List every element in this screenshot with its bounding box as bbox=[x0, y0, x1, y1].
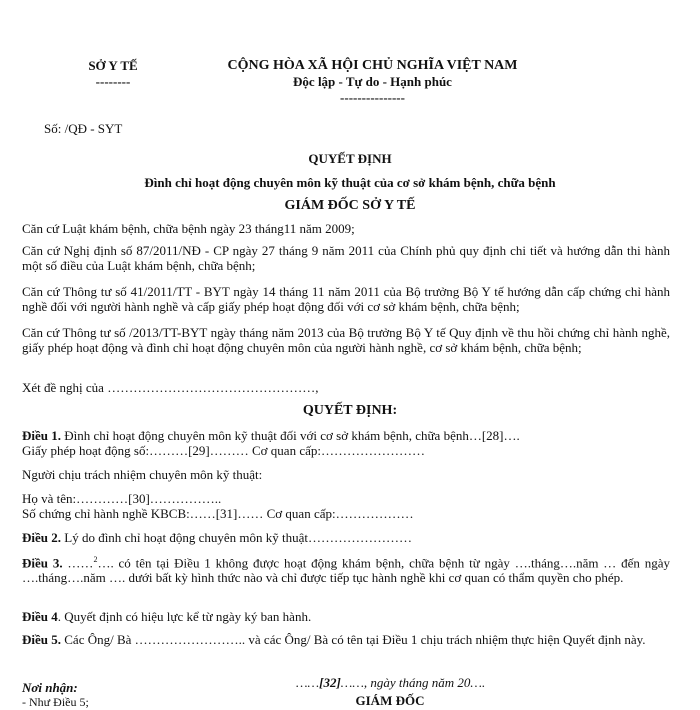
legal-basis-4: Căn cứ Thông tư số /2013/TT-BYT ngày tháng năm 2013 của Bộ trưởng Bộ Y tế Quy định về thu hồi chứng chỉ hành nghề, giấy phép hoạt động và đình chỉ hoạt động chuyên môn của người hành nghề, cơ sở khám bệnh, chữa bệnh; bbox=[22, 325, 670, 355]
article-2: Điều 2. Lý do đình chỉ hoạt động chuyên môn kỹ thuật…………………… bbox=[22, 530, 412, 545]
article-1: Điều 1. Đình chỉ hoạt động chuyên môn kỹ thuật đối với cơ sở khám bệnh, chữa bệnh…[28]…. bbox=[22, 428, 520, 443]
legal-basis-1: Căn cứ Luật khám bệnh, chữa bệnh ngày 23 tháng11 năm 2009; bbox=[22, 221, 355, 236]
signer-title: GIÁM ĐỐC bbox=[355, 693, 425, 708]
document-subject: Đình chỉ hoạt động chuyên môn kỹ thuật của cơ sở khám bệnh, chữa bệnh bbox=[144, 175, 556, 190]
legal-basis-2: Căn cứ Nghị định số 87/2011/NĐ - CP ngày 27 tháng 9 năm 2011 của Chính phủ quy định chi tiết và hướng dẫn thi hành một số điều của Luật khám bệnh, chữa bệnh; bbox=[22, 243, 670, 273]
license-line: Giấy phép hoạt động số:………[29]……… Cơ quan cấp:…………………… bbox=[22, 443, 425, 458]
issuing-authority: GIÁM ĐỐC SỞ Y TẾ bbox=[284, 198, 416, 213]
country-name: CỘNG HÒA XÃ HỘI CHỦ NGHĨA VIỆT NAM bbox=[227, 58, 518, 73]
motto-rule: --------------- bbox=[340, 90, 405, 105]
agency-rule: -------- bbox=[95, 74, 131, 89]
article-4: Điều 4. Quyết định có hiệu lực kể từ ngày ký ban hành. bbox=[22, 609, 312, 624]
document-type-title: QUYẾT ĐỊNH bbox=[308, 151, 392, 166]
recipients-label: Nơi nhận: bbox=[22, 680, 78, 695]
article-3: Điều 3. ……$^2$…. có tên tại Điều 1 không được hoạt động khám bệnh, chữa bệnh từ ngày ….tháng….năm … đến ngày ….tháng….năm …. dưới bất kỳ hình thức nào và chỉ được tiếp tục hành nghề khi cơ quan có thẩm quyền cho phép. bbox=[22, 555, 671, 586]
proposal-line: Xét đề nghị của …………………………………………, bbox=[22, 380, 319, 395]
place-date-line: ……[32]……, ngày tháng năm 20…. bbox=[296, 675, 486, 690]
agency-name: SỞ Y TẾ bbox=[88, 58, 138, 73]
responsible-person-label: Người chịu trách nhiệm chuyên môn kỹ thuật: bbox=[22, 467, 263, 482]
legal-basis-3: Căn cứ Thông tư số 41/2011/TT - BYT ngày 14 tháng 11 năm 2011 của Bộ trưởng Bộ Y tế hướng dẫn cấp chứng chỉ hành nghề đối với người hành nghề và cấp giấy phép hoạt động đối với cơ sở khám bệnh, chữa bệnh; bbox=[22, 284, 670, 314]
name-line: Họ và tên:…………[30]…………….. bbox=[22, 491, 222, 506]
certificate-line: Số chứng chỉ hành nghề KBCB:……[31]…… Cơ quan cấp:……………… bbox=[22, 506, 414, 521]
document-number: Số: /QĐ - SYT bbox=[44, 121, 123, 136]
recipients-first: - Như Điều 5; bbox=[22, 695, 89, 709]
article-5: Điều 5. Các Ông/ Bà …………………….. và các Ông/ Bà có tên tại Điều 1 chịu trách nhiệm thực hiện Quyết định này. bbox=[22, 632, 646, 647]
national-motto: Độc lập - Tự do - Hạnh phúc bbox=[293, 74, 452, 89]
decision-heading: QUYẾT ĐỊNH: bbox=[302, 403, 398, 418]
